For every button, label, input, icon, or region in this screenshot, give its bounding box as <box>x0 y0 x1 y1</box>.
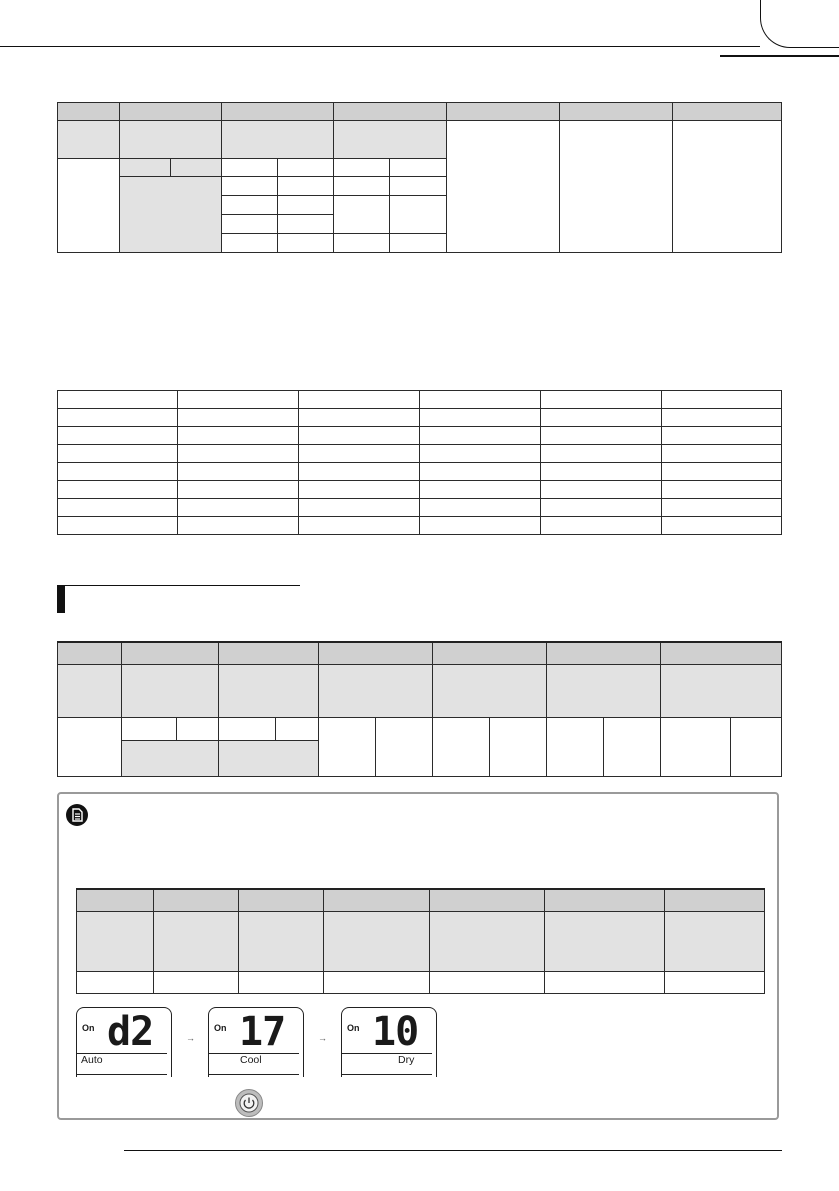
lcd-code: d2 <box>107 1009 154 1055</box>
table-3 <box>57 641 782 777</box>
lcd-bottom-line <box>342 1074 432 1075</box>
arrow-icon: → <box>318 1033 327 1043</box>
table-4-header-row <box>77 889 765 911</box>
lcd-divider <box>342 1053 432 1054</box>
table-row <box>58 463 782 481</box>
table-4 <box>76 888 765 994</box>
on-indicator: On <box>347 1023 360 1033</box>
top-header-rule <box>0 46 760 47</box>
footer-rule <box>124 1150 782 1151</box>
lcd-code: 17 <box>239 1009 286 1055</box>
lcd-mode-label: Dry <box>398 1054 415 1066</box>
table-row <box>58 499 782 517</box>
lcd-mode-label: Auto <box>81 1054 103 1066</box>
lcd-display-auto <box>76 1007 172 1077</box>
table-1 <box>57 102 782 253</box>
on-indicator: On <box>214 1023 227 1033</box>
table-row <box>58 517 782 535</box>
note-icon <box>66 804 88 826</box>
lcd-bottom-line <box>209 1074 299 1075</box>
table-1-subheader-row <box>58 121 782 159</box>
lcd-bottom-line <box>77 1074 167 1075</box>
table-3-subheader-row <box>58 664 782 717</box>
on-indicator: On <box>82 1023 95 1033</box>
lcd-display-dry <box>341 1007 437 1077</box>
table-row <box>58 717 782 740</box>
table-row <box>58 409 782 427</box>
top-header-curve <box>760 0 839 48</box>
table-row <box>58 481 782 499</box>
lcd-mode-label: Cool <box>240 1054 262 1066</box>
lcd-display-cool <box>208 1007 304 1077</box>
table-2 <box>57 390 782 535</box>
table-3-header-row <box>58 642 782 664</box>
power-button-icon[interactable] <box>235 1089 263 1117</box>
table-4-subheader-row <box>77 911 765 971</box>
section-tab-marker <box>720 55 839 57</box>
section-heading-bar <box>57 585 65 613</box>
table-1-header-row <box>58 103 782 121</box>
table-row <box>58 445 782 463</box>
arrow-icon: → <box>186 1033 195 1043</box>
lcd-code: 10 <box>372 1009 419 1055</box>
table-row <box>58 391 782 409</box>
table-row <box>77 971 765 993</box>
table-row <box>58 427 782 445</box>
section-heading-underline <box>65 585 300 586</box>
